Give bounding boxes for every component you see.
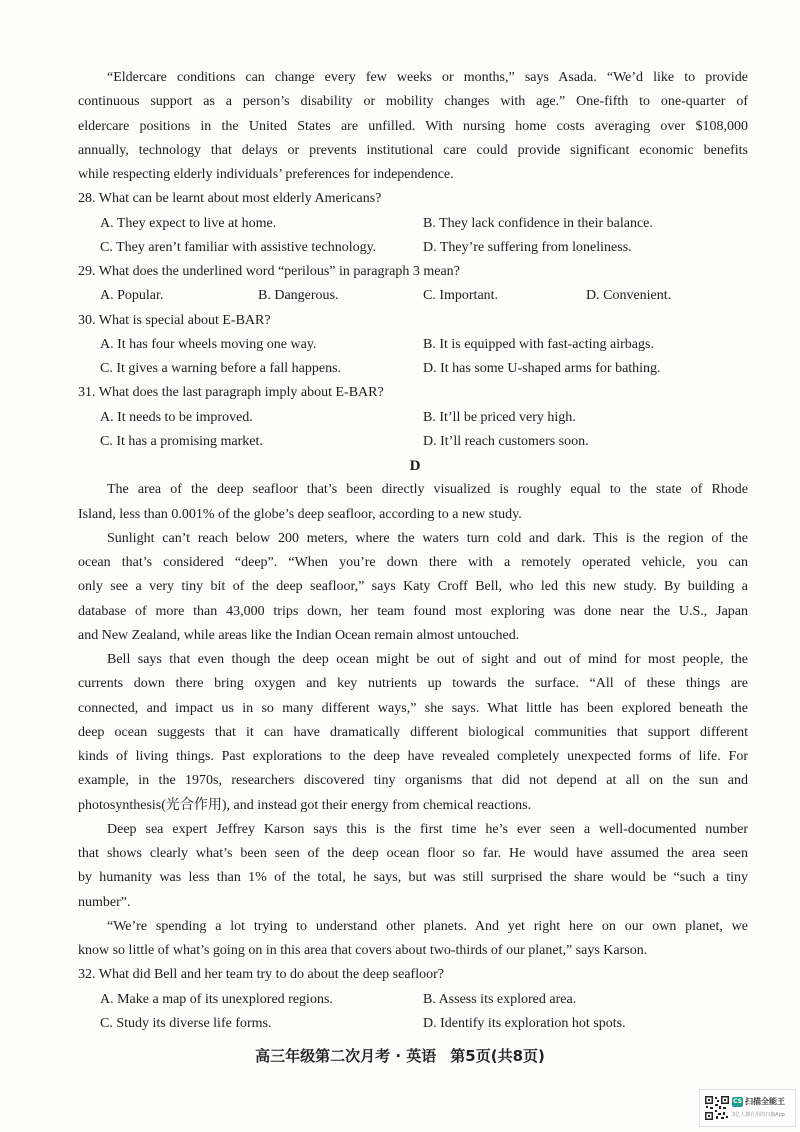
- question-29: [78, 260, 748, 309]
- paragraph: [78, 66, 748, 187]
- scanner-watermark: [699, 1089, 796, 1127]
- watermark-tagline: 3亿人都在用的扫描App: [732, 1112, 785, 1118]
- text-line: that shows clearly what’s been seen of the deep ocean floor so far. He would have assumed the area seen: [78, 846, 748, 861]
- text-line: deep ocean suggests that it can have dramatically different biological communities that support different: [78, 724, 748, 740]
- paragraph: [78, 818, 748, 915]
- option-a: A. Popular.: [100, 288, 164, 304]
- option-b: B. They lack confidence in their balance.: [423, 215, 653, 231]
- option-a: A. Make a map of its unexplored regions.: [100, 991, 333, 1007]
- option-row: [78, 212, 748, 236]
- option-b: B. Assess its explored area.: [423, 991, 577, 1007]
- qr-code-icon: [704, 1095, 730, 1121]
- text-line: continuous support as a person’s disability or mobility changes with age.” One-fifth to one-quarter of: [78, 94, 748, 110]
- option-c: C. It has a promising market.: [100, 433, 263, 449]
- question-28: [78, 187, 748, 260]
- option-d: D. It has some U-shaped arms for bathing.: [423, 361, 661, 376]
- text-line: “We’re spending a lot trying to understand other planets. And yet right here on our own planet, we: [107, 918, 748, 934]
- question-stem: 30. What is special about E-BAR?: [78, 312, 271, 328]
- text-line: while respecting elderly individuals’ preferences for independence.: [78, 167, 454, 182]
- question-stem: 29. What does the underlined word “perilous” in paragraph 3 mean?: [78, 264, 460, 279]
- text-line: Sunlight can’t reach below 200 meters, where the waters turn cold and dark. This is the region of the: [107, 530, 748, 546]
- text-line: Deep sea expert Jeffrey Karson says this is the first time he’s ever seen a well-documented number: [107, 821, 748, 837]
- text-line: The area of the deep seafloor that’s been directly visualized is roughly equal to the state of Rhode: [107, 482, 748, 498]
- watermark-brand: 扫描全能王: [745, 1097, 785, 1106]
- option-row: [78, 333, 748, 357]
- option-c: C. It gives a warning before a fall happens.: [100, 361, 342, 376]
- text-line: Bell says that even though the deep ocean might be out of sight and out of mind for most people, the: [107, 652, 748, 667]
- option-a: A. It needs to be improved.: [100, 409, 253, 425]
- option-d: D. Convenient.: [586, 288, 672, 304]
- text-line: ocean that’s considered “deep”. “When you’re down there with a remotely operated vehicle, you can: [78, 555, 748, 570]
- paragraph: [78, 915, 748, 964]
- text-line: database of more than 43,000 trips down, her team found most exploring was done near the U.S., Japan: [78, 603, 748, 619]
- option-d: D. Identify its exploration hot spots.: [423, 1015, 626, 1031]
- option-a: A. They expect to live at home.: [100, 215, 277, 231]
- option-c: C. Important.: [423, 288, 499, 304]
- text-line: connected, and impact us in so many different ways,” she says. What little has been explored beneath the: [78, 700, 748, 716]
- question-31: [78, 381, 748, 454]
- text-line: kinds of living things. Past explorations to the deep have revealed completely unexpected forms of life. For: [78, 749, 748, 764]
- option-row: [78, 236, 748, 260]
- option-c: C. They aren’t familiar with assistive technology.: [100, 239, 377, 255]
- option-row: [78, 406, 748, 430]
- question-stem: 31. What does the last paragraph imply about E-BAR?: [78, 385, 384, 401]
- paragraph: [78, 478, 748, 527]
- section-heading: D: [409, 458, 421, 474]
- option-b: B. It’ll be priced very high.: [423, 409, 576, 425]
- text-line: currents down there bring oxygen and key nutrients up towards the surface. “All of these things are: [78, 676, 748, 692]
- camscanner-logo-icon: CS: [733, 1097, 742, 1105]
- text-line: by humanity was less than 1% of the total, he says, but was still surprised the share would be “such a tiny: [78, 870, 748, 886]
- option-row: [78, 988, 748, 1012]
- text-line: Island, less than 0.001% of the globe’s deep seafloor, according to a new study.: [78, 506, 522, 522]
- text-line: eldercare positions in the United States are unfilled. With nursing home costs averaging over $108,000: [78, 118, 748, 134]
- text-line: example, in the 1970s, researchers discovered tiny organisms that did not depend at all on the sun and: [78, 773, 748, 789]
- text-line: only see a very tiny bit of the deep seafloor,” says Katy Croff Bell, who led this new study. By building a: [78, 579, 748, 595]
- page-footer: [0, 1043, 800, 1069]
- text-line: and New Zealand, while areas like the Indian Ocean remain almost untouched.: [78, 627, 520, 643]
- option-a: A. It has four wheels moving one way.: [100, 336, 317, 352]
- question-stem: 28. What can be learnt about most elderly Americans?: [78, 191, 382, 207]
- page-number: 第5页(共8页): [450, 1047, 545, 1065]
- option-c: C. Study its diverse life forms.: [100, 1015, 272, 1031]
- option-d: D. They’re suffering from loneliness.: [423, 239, 632, 255]
- text-line: annually, technology that delays or prevents institutional care could provide significant economic benefits: [78, 142, 748, 158]
- option-b: B. It is equipped with fast-acting airbags.: [423, 336, 654, 352]
- option-row: [78, 1012, 748, 1036]
- text-line: know so little of what’s going on in this area that covers about two-thirds of our planet,” says Karson.: [78, 943, 648, 958]
- page-content: [78, 66, 748, 1036]
- exam-title: 高三年级第二次月考 · 英语: [255, 1047, 437, 1065]
- option-d: D. It’ll reach customers soon.: [423, 433, 589, 449]
- option-row: [78, 430, 748, 454]
- option-row: [78, 284, 748, 308]
- text-line: number”.: [78, 894, 131, 910]
- text-line: “Eldercare conditions can change every few weeks or months,” says Asada. “We’d like to provide: [107, 70, 748, 85]
- text-line: photosynthesis(光合作用), and instead got their energy from chemical reactions.: [78, 797, 532, 813]
- paragraph: [78, 648, 748, 818]
- option-b: B. Dangerous.: [258, 288, 339, 304]
- question-30: [78, 309, 748, 382]
- question-stem: 32. What did Bell and her team try to do about the deep seafloor?: [78, 967, 444, 983]
- paragraph: [78, 527, 748, 648]
- option-row: [78, 357, 748, 381]
- watermark-text: [732, 1096, 794, 1118]
- question-32: [78, 963, 748, 1036]
